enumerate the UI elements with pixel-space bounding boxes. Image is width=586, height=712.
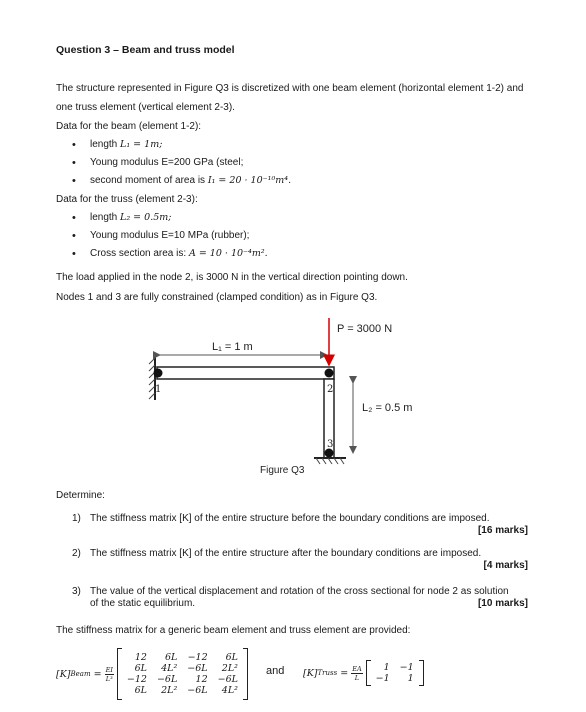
node-2-label: 2 bbox=[327, 384, 334, 395]
matrix-row bbox=[122, 674, 243, 685]
beam-stiffness-matrix: [K] Beam = $\frac{EI}{\text{L³}}$ 12 6L −12 6L 6L 4L² −6L 2L² −12 −6L 12 −6L 6L 2L² −6L 4L² bbox=[56, 648, 248, 700]
matrix-cell: −6L bbox=[187, 663, 208, 674]
load-description: The load applied in the node 2, is 3000 N in the vertical direction pointing down. bbox=[56, 272, 408, 283]
matrix-cell: 2L² bbox=[221, 663, 238, 674]
load-label: P = 3000 N bbox=[337, 323, 393, 335]
list-item: • second moment of area is I₁ = 20 · 10⁻¹⁰m⁴. bbox=[72, 172, 291, 190]
matrix-cell: −6L bbox=[156, 674, 178, 685]
truss-data-heading: Data for the truss (element 2-3): bbox=[56, 194, 198, 205]
matrix-cell: −12 bbox=[126, 674, 147, 685]
marks-label: [10 marks] bbox=[477, 598, 528, 609]
l2-label: L₂ = 0.5 m bbox=[362, 402, 413, 414]
matrix-cell: −1 bbox=[375, 673, 390, 684]
matrix-row bbox=[122, 652, 243, 663]
truss-data-list bbox=[72, 209, 268, 263]
matrix-cell: 6L bbox=[134, 685, 147, 696]
matrix-cell: −6L bbox=[217, 674, 238, 685]
list-item: • Young modulus E=200 GPa (steel; bbox=[72, 154, 291, 172]
l1-label: L₁ = 1 m bbox=[212, 341, 253, 353]
beam-data-list bbox=[72, 136, 291, 190]
provided-matrices-text: The stiffness matrix for a generic beam element and truss element are provided: bbox=[56, 625, 411, 636]
matrix-cell: 6L bbox=[164, 652, 178, 663]
clamp-support-node3 bbox=[314, 458, 346, 464]
matrix-row bbox=[371, 673, 419, 684]
matrix-row bbox=[122, 685, 243, 696]
beam-matrix-factor: $\frac{EI}{\text{L³}}$ bbox=[105, 665, 113, 683]
node-1-label: 1 bbox=[155, 384, 162, 395]
question-2: 2) The stiffness matrix [K] of the entire structure after the boundary conditions are imposed. [4 marks] bbox=[72, 548, 528, 571]
node-3-label: 3 bbox=[327, 439, 334, 450]
list-item: • length L₂ = 0.5m; bbox=[72, 209, 268, 227]
matrix-cell: 4L² bbox=[221, 685, 238, 696]
matrix-cell: −1 bbox=[399, 662, 414, 673]
matrix-cell: 4L² bbox=[161, 663, 178, 674]
list-item: • length L₁ = 1m; bbox=[72, 136, 291, 154]
truss-matrix-entries bbox=[371, 662, 419, 684]
matrix-cell: 6L bbox=[134, 663, 147, 674]
question-1: 1) The stiffness matrix [K] of the entire structure before the boundary conditions are imposed. [16 marks] bbox=[72, 513, 528, 536]
matrix-cell: 12 bbox=[195, 674, 208, 685]
question-title: Question 3 – Beam and truss model bbox=[56, 44, 235, 56]
marks-label: [16 marks] bbox=[477, 525, 528, 536]
node-1-marker bbox=[154, 369, 163, 378]
matrix-cell: −6L bbox=[187, 685, 208, 696]
and-label: and bbox=[266, 665, 285, 677]
intro-paragraph: The structure represented in Figure Q3 is discretized with one beam element (horizontal element 1-2) and one truss element (vertical element 2-3). bbox=[56, 83, 524, 113]
question-3: 3) The value of the vertical displacement and rotation of the cross sectional for node 2 as solution of the static equilibrium. [10 marks] bbox=[72, 586, 528, 609]
list-item: • Cross section area is: A = 10 · 10⁻⁴m². bbox=[72, 245, 268, 263]
marks-label: [4 marks] bbox=[483, 560, 528, 571]
beam-matrix-entries bbox=[122, 652, 243, 696]
matrix-cell: 1 bbox=[383, 662, 390, 673]
matrix-row bbox=[371, 662, 419, 673]
determine-label: Determine: bbox=[56, 490, 105, 501]
matrix-cell: 2L² bbox=[161, 685, 178, 696]
beam-data-heading: Data for the beam (element 1-2): bbox=[56, 121, 202, 132]
figure-caption: Figure Q3 bbox=[260, 465, 305, 476]
beam-element bbox=[157, 367, 334, 379]
node-2-marker bbox=[325, 369, 334, 378]
truss-matrix-factor: $\frac{EA}{L}$ bbox=[352, 664, 362, 682]
matrix-cell: 12 bbox=[134, 652, 147, 663]
list-item: • Young modulus E=10 MPa (rubber); bbox=[72, 227, 268, 245]
matrix-cell: 6L bbox=[225, 652, 238, 663]
constraints-description: Nodes 1 and 3 are fully constrained (clamped condition) as in Figure Q3. bbox=[56, 292, 378, 303]
matrix-row bbox=[122, 663, 243, 674]
matrix-cell: 1 bbox=[407, 673, 414, 684]
figure-q3 bbox=[140, 315, 440, 485]
truss-stiffness-matrix: [K] Truss = $\frac{EA}{L}$ 1 −1 −1 1 bbox=[303, 660, 424, 686]
matrix-cell: −12 bbox=[187, 652, 208, 663]
